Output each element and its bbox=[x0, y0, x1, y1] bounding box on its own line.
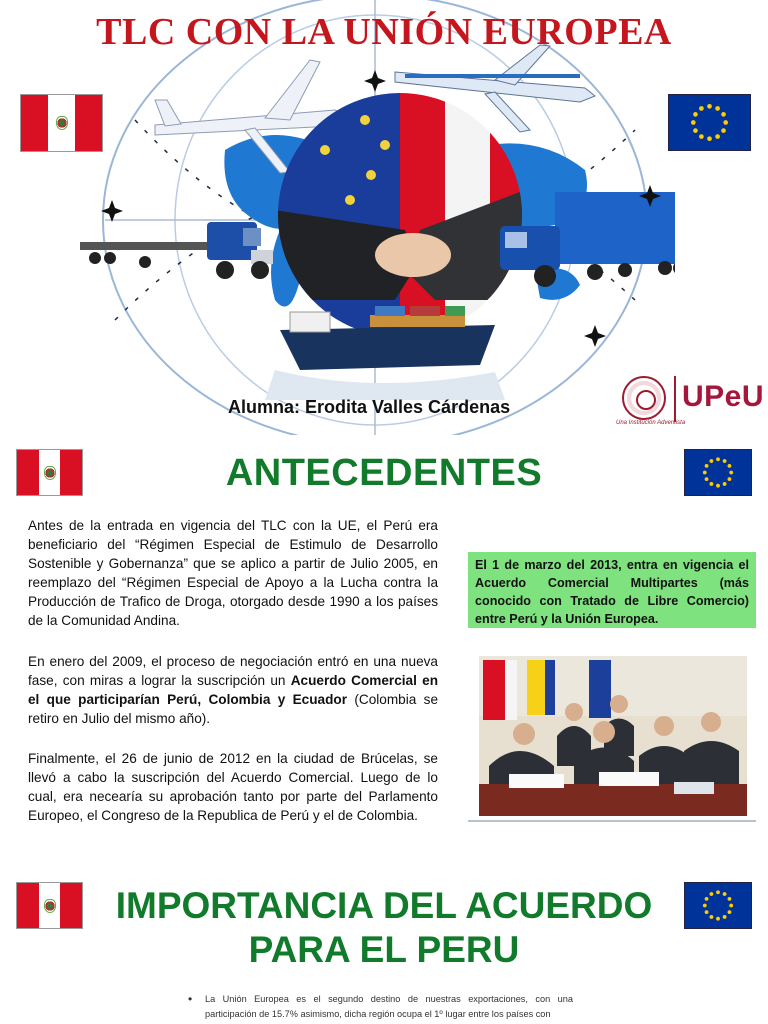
upeu-seal-icon bbox=[622, 376, 666, 420]
importancia-title-line-1: IMPORTANCIA DEL ACUERDO bbox=[115, 885, 653, 926]
author-name: Alumna: Erodita Valles Cárdenas bbox=[228, 397, 511, 417]
logo-divider bbox=[674, 376, 676, 422]
globe-trade-illustration bbox=[75, 0, 675, 435]
paragraph-2-text: En enero del 2009, el proceso de negociación entró en una nueva fase, con miras a lograr la suscripción un bbox=[28, 654, 438, 688]
antecedentes-paragraph-2 bbox=[28, 652, 438, 728]
paragraph-2-bold: Acuerdo Comercial en el que participarían Perú, Colombia y Ecuador bbox=[28, 673, 438, 707]
antecedentes-paragraph-3: Finalmente, el 26 de junio de 2012 en la ciudad de Brúcelas, se llevó a cabo la suscripción del Acuerdo Comercial. Luego de lo cual, era necearía su aprobación tanto por parte del Parlamento Europeo, el Congreso de la Republica de Perú y el de Colombia. bbox=[28, 751, 438, 823]
list-item: • La Unión Europea es el segundo destino de nuestras exportaciones, con una participación de 15.7% asimismo, dicha región ocupa el 1º lugar entre los países con bbox=[188, 992, 573, 1022]
importancia-title-line-2: PARA EL PERU bbox=[248, 929, 520, 970]
upeu-logo-text: UPeU bbox=[682, 380, 765, 413]
importancia-bullet-list bbox=[188, 992, 573, 1022]
section-title-antecedentes: ANTECEDENTES bbox=[225, 452, 543, 494]
eu-flag-icon bbox=[668, 94, 751, 151]
section-title-importancia bbox=[0, 884, 768, 972]
photo-underline bbox=[468, 820, 756, 822]
highlight-box: El 1 de marzo del 2013, entra en vigencia el Acuerdo Comercial Multipartes (más conocido con Tratado de Libre Comercio) entre Perú y la Unión Europea. bbox=[468, 552, 756, 628]
peru-flag-icon bbox=[20, 94, 103, 152]
antecedentes-paragraph-1: Antes de la entrada en vigencia del TLC con la UE, el Perú era beneficiario del “Régimen Especial de Estimulo de Desarrollo Sostenible y Gobernanza” que se aplico a partir de Julio 2005, en reemplazo del “Régimen Especial de Apoyo a la Lucha contra la Producción de Trafico de Droga, otorgado desde 1990 a los países de la Comunidad Andina. bbox=[28, 518, 438, 628]
hero-banner bbox=[0, 0, 768, 435]
upeu-motto: Una Institución Adventista bbox=[616, 420, 686, 426]
main-title: TLC CON LA UNIÓN EUROPEA bbox=[96, 11, 672, 53]
upeu-logo bbox=[616, 374, 765, 430]
signing-ceremony-photo bbox=[479, 656, 747, 816]
paragraph-2-text-end: (Colombia se retiro en Julio del mismo año). bbox=[28, 692, 438, 726]
